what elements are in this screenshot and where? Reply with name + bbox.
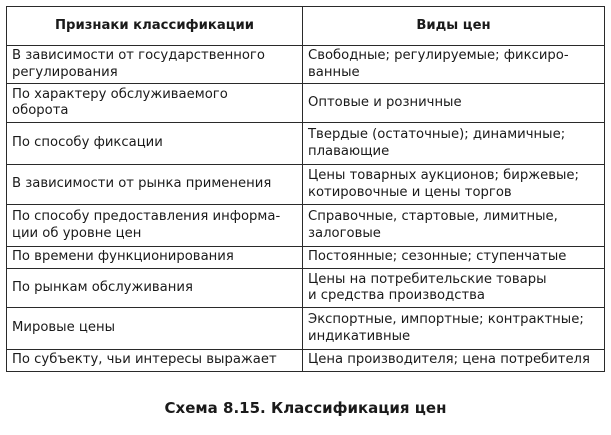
table-row — [7, 247, 605, 269]
price-types-cell: Постоянные; сезонные; ступенчатые — [303, 247, 605, 269]
criteria-cell: По способу предоставления информа- ции об уровне цен — [7, 205, 303, 247]
price-types-cell: Справочные, стартовые, лимитные, залоговые — [303, 205, 605, 247]
table-row — [7, 350, 605, 372]
table-row — [7, 269, 605, 308]
header-criteria: Признаки классификации — [7, 7, 303, 46]
price-types-cell: Твердые (остаточные); динамичные; плавающие — [303, 123, 605, 165]
table-header-row — [7, 7, 605, 46]
price-types-cell: Экспортные, импортные; контрактные; индикативные — [303, 308, 605, 350]
criteria-cell: По рынкам обслуживания — [7, 269, 303, 308]
header-price-types: Виды цен — [303, 7, 605, 46]
table-row — [7, 84, 605, 123]
price-classification-table — [6, 6, 605, 372]
figure-caption: Схема 8.15. Классификация цен — [164, 399, 447, 417]
table-row — [7, 308, 605, 350]
price-types-cell: Цены товарных аукционов; биржевые; котировочные и цены торгов — [303, 165, 605, 205]
price-types-cell: Цена производителя; цена потребителя — [303, 350, 605, 372]
criteria-cell: По способу фиксации — [7, 123, 303, 165]
classification-table-wrap — [6, 6, 604, 372]
price-types-cell: Цены на потребительские товары и средства производства — [303, 269, 605, 308]
table-row — [7, 46, 605, 84]
price-types-cell: Свободные; регулируемые; фиксиро- ванные — [303, 46, 605, 84]
criteria-cell: Мировые цены — [7, 308, 303, 350]
criteria-cell: По характеру обслуживаемого оборота — [7, 84, 303, 123]
price-types-cell: Оптовые и розничные — [303, 84, 605, 123]
table-row — [7, 205, 605, 247]
table-row — [7, 165, 605, 205]
table-row — [7, 123, 605, 165]
criteria-cell: По субъекту, чьи интересы выражает — [7, 350, 303, 372]
criteria-cell: По времени функционирования — [7, 247, 303, 269]
criteria-cell: В зависимости от рынка применения — [7, 165, 303, 205]
criteria-cell: В зависимости от государственного регулирования — [7, 46, 303, 84]
